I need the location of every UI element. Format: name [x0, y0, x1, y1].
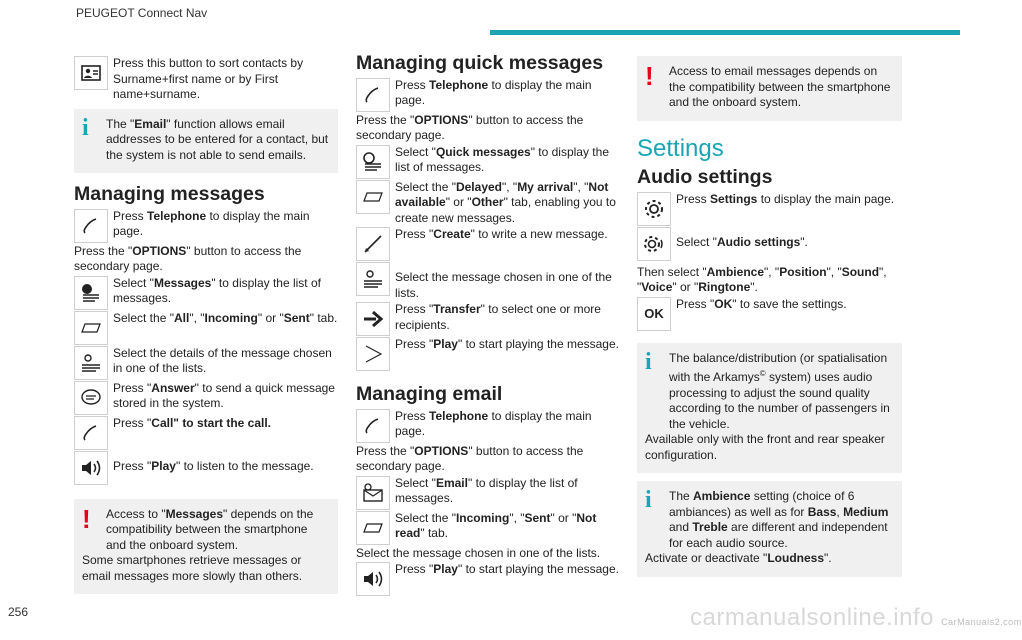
- m8-row: Press "Play" to listen to the message.: [74, 451, 338, 485]
- info-box-balance: i The balance/distribution (or spatialisation with the Arkamys© system) uses audio processing to adjust the sound quality according to the number of passengers in the vehicle. Available only with the front and rear speaker configuration.: [637, 343, 902, 474]
- q8-row: Press "Play" to start playing the message.: [356, 337, 620, 371]
- q6-row: Select the message chosen in one of the lists.: [356, 262, 620, 301]
- m6-row: Press "Answer" to send a quick message stored in the system.: [74, 381, 338, 415]
- warning-box-messages: ! Access to "Messages" depends on the compatibility between the smartphone and the onboard system. Some smartphones retrieve messages or email messages more slowly than others.: [74, 499, 338, 595]
- m7-row: Press "Call" to start the call.: [74, 416, 338, 450]
- telephone-icon[interactable]: [356, 78, 390, 112]
- page-number: 256: [8, 605, 29, 619]
- telephone-icon[interactable]: [356, 409, 390, 443]
- e1-row: Press Telephone to display the main page.: [356, 409, 620, 443]
- info-icon: i: [645, 487, 652, 513]
- warning-icon: !: [82, 503, 91, 534]
- header-title: PEUGEOT Connect Nav: [76, 6, 208, 20]
- info-icon: i: [645, 348, 652, 375]
- info-icon: i: [82, 114, 89, 141]
- warning-box-email: ! Access to email messages depends on the compatibility between the smartphone and the onboard system.: [637, 56, 902, 121]
- gear-icon[interactable]: [637, 192, 671, 226]
- email-icon[interactable]: [356, 476, 390, 510]
- sort-text: Press this button to sort contacts by Surname+first name or by First name+surname.: [113, 56, 304, 101]
- m3-row: Select "Messages" to display the list of messages.: [74, 276, 338, 310]
- q1-row: Press Telephone to display the main page.: [356, 78, 620, 112]
- call-icon[interactable]: [74, 416, 108, 450]
- heading-quick-messages: Managing quick messages: [356, 52, 604, 74]
- column-2: Managing quick messages Press Telephone to display the main page. Press the "OPTIONS" button to access the secondary page. Select "Quick messages" to display the list of messages. Select the "Delayed", "My arrival", "Not available" or "Other" tab, enabling you to create new messages. Press "Create" to write a new message. Select the message chosen in one of the lists. Press "Transfer" to select one or more recipients. Press "Play" to start playing the message. Managing email Press Telephone to display the main page. Press the "OPTIONS" button to access the secondary page. Select "Email" to display the list of messages. Select the "Incoming", "Sent" or "Not read" tab. Select the message chosen in one of the lists. Press "Play" to start playing the message.: [356, 56, 620, 597]
- messages-icon[interactable]: [74, 276, 108, 310]
- info-box-email: i The "Email" function allows email addresses to be entered for a contact, but the system is not able to send emails.: [74, 109, 338, 174]
- s2-row: Select "Audio settings".: [637, 227, 902, 261]
- tab-icon[interactable]: [356, 180, 390, 214]
- s4-row: OK Press "OK" to save the settings.: [637, 297, 902, 331]
- sort-contacts-icon[interactable]: [74, 56, 108, 90]
- speaker-icon[interactable]: [356, 562, 390, 596]
- column-3: ! Access to email messages depends on the compatibility between the smartphone and the onboard system. Settings Audio settings Press Settings to display the main page. Select "Audio settings". Then select "Ambience", "Position", "Sound", "Voice" or "Ringtone". OK Press "OK" to save the settings. i The balance/distribution (or spatialisation with the Arkamys© system) uses audio processing to adjust the sound quality according to the number of passengers in the vehicle. Available only with the front and rear speaker configuration. i The Ambience setting (choice of 6 ambiances) as well as for Bass, Medium and Treble are different and independent for each audio source. Activate or deactivate "Loudness".: [637, 56, 902, 585]
- info-box-ambience: i The Ambience setting (choice of 6 ambiances) as well as for Bass, Medium and Treble are different and independent for each audio source. Activate or deactivate "Loudness".: [637, 481, 902, 577]
- watermark: carmanualsonline.info CarManuals2.com: [690, 604, 1022, 631]
- speaker-icon[interactable]: [74, 451, 108, 485]
- heading-settings: Settings: [637, 134, 724, 162]
- heading-audio-settings: Audio settings: [637, 166, 773, 188]
- details-icon[interactable]: [356, 262, 390, 296]
- e6-row: Press "Play" to start playing the message.: [356, 562, 620, 596]
- sort-row: [74, 56, 338, 103]
- q5-row: Press "Create" to write a new message.: [356, 227, 620, 261]
- warning-icon: !: [645, 61, 654, 91]
- m2-text: Press the "OPTIONS" button to access the secondary page.: [74, 243, 302, 273]
- m5-row: Select the details of the message chosen in one of the lists.: [74, 346, 338, 380]
- quick-messages-icon[interactable]: [356, 145, 390, 179]
- column-1: [74, 56, 338, 602]
- m1-row: Press Telephone to display the main page.: [74, 209, 338, 243]
- answer-icon[interactable]: [74, 381, 108, 415]
- telephone-icon[interactable]: [74, 209, 108, 243]
- audio-settings-icon[interactable]: [637, 227, 671, 261]
- play-icon[interactable]: [356, 337, 390, 371]
- q7-row: Press "Transfer" to select one or more recipients.: [356, 302, 620, 336]
- header-accent-bar: [490, 30, 960, 35]
- q4-row: Select the "Delayed", "My arrival", "Not available" or "Other" tab, enabling you to create new messages.: [356, 180, 620, 227]
- pen-icon[interactable]: [356, 227, 390, 261]
- heading-managing-messages: Managing messages: [74, 183, 265, 205]
- transfer-icon[interactable]: [356, 302, 390, 336]
- e4-row: Select the "Incoming", "Sent" or "Not read" tab.: [356, 511, 620, 545]
- s1-row: Press Settings to display the main page.: [637, 192, 902, 226]
- e3-row: Select "Email" to display the list of messages.: [356, 476, 620, 510]
- heading-managing-email: Managing email: [356, 383, 503, 405]
- tab-icon[interactable]: [74, 311, 108, 345]
- q3-row: Select "Quick messages" to display the list of messages.: [356, 145, 620, 179]
- m4-row: Select the "All", "Incoming" or "Sent" tab.: [74, 311, 338, 345]
- ok-button[interactable]: OK: [637, 297, 671, 331]
- details-icon[interactable]: [74, 346, 108, 380]
- tab-icon[interactable]: [356, 511, 390, 545]
